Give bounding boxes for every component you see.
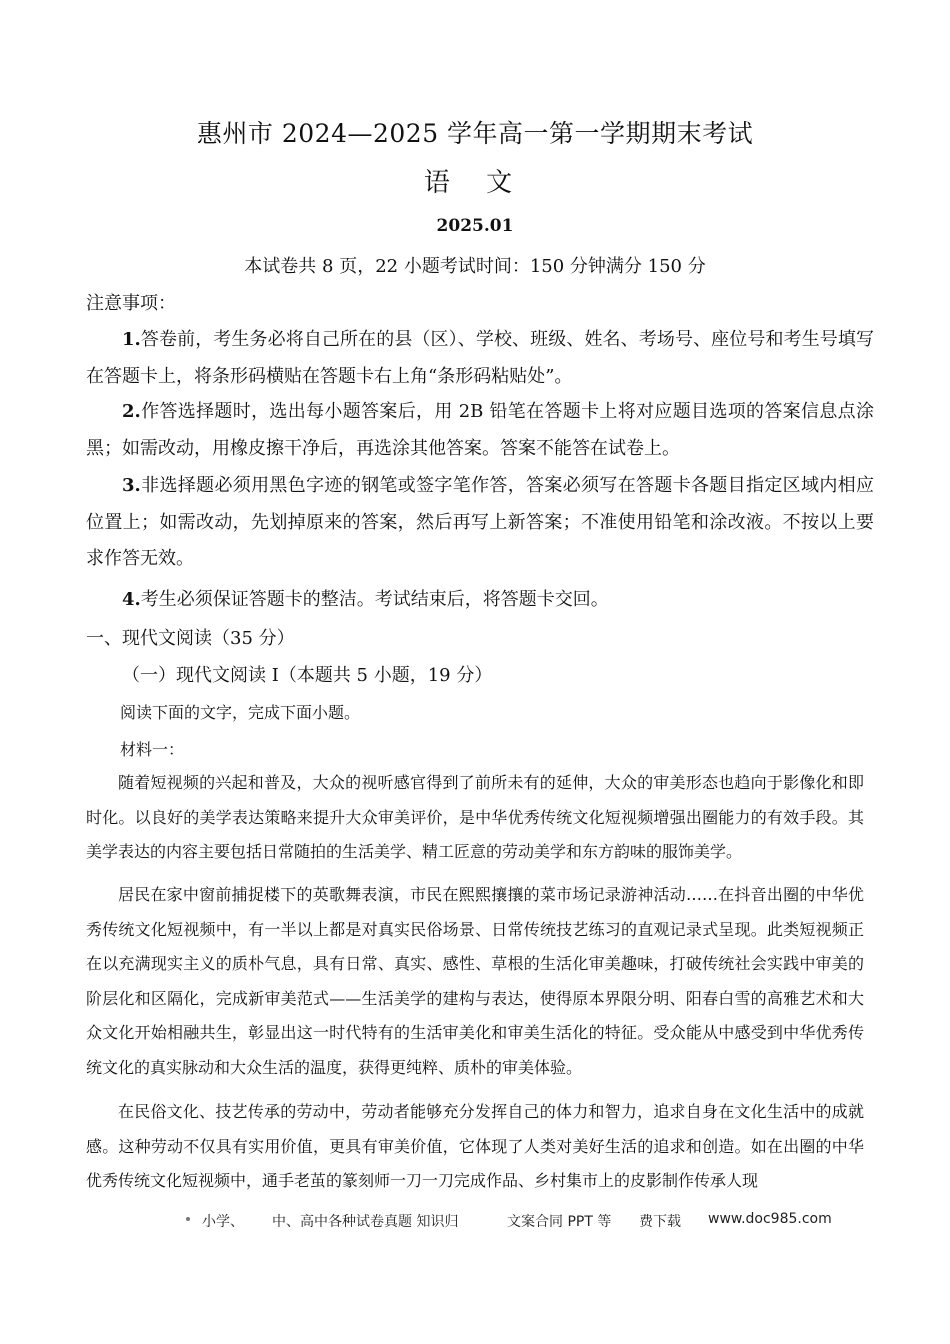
note-text: 非选择题必须用黑色字迹的钢笔或签字笔作答，答案必须写在答题卡各题目指定区域内相应位置上；如需改动，先划掉原来的答案，然后再写上新答案；不准使用铅笔和涂改液。不按以上要求作答无效。 xyxy=(86,475,874,569)
exam-info: 本试卷共 8 页，22 小题考试时间：150 分钟满分 150 分 xyxy=(244,256,706,277)
exam-title: 惠州市 2024—2025 学年高一第一学期期末考试 xyxy=(196,119,754,148)
note-item-4 xyxy=(86,582,874,619)
subject-title: 语 文 xyxy=(423,168,527,198)
footer-segment: 小学、 xyxy=(202,1214,244,1230)
exam-date: 2025.01 xyxy=(436,216,514,236)
material-label: 材料一： xyxy=(120,740,185,759)
note-item-3 xyxy=(86,468,874,578)
note-number: 1. xyxy=(122,329,141,350)
footer-url: www.doc985.com xyxy=(708,1211,832,1227)
note-number: 4. xyxy=(122,589,141,610)
note-text: 考生必须保证答题卡的整洁。考试结束后，将答题卡交回。 xyxy=(140,589,609,610)
section-title: 一、现代文阅读（35 分） xyxy=(86,628,295,649)
note-number: 3. xyxy=(122,475,141,496)
footer-segment: 中、高中各种试卷真题 知识归 xyxy=(272,1214,459,1230)
note-text: 答卷前，考生务必将自己所在的县（区）、学校、班级、姓名、考场号、座位号和考生号填写在答题卡上，将条形码横贴在答题卡右上角“条形码粘贴处”。 xyxy=(86,329,874,387)
footer-dot xyxy=(186,1217,190,1221)
material-paragraph-1: 随着短视频的兴起和普及，大众的视听感官得到了前所未有的延伸，大众的审美形态也趋向于影像化和即时化。以良好的美学表达策略来提升大众审美评价，是中华优秀传统文化短视频增强出圈能力的有效手段。其美学表达的内容主要包括日常随拍的生活美学、精工匠意的劳动美学和东方韵味的服饰美学。 xyxy=(86,773,864,861)
note-item-1 xyxy=(86,322,874,395)
material-paragraph-2: 居民在家中窗前捕捉楼下的英歌舞表演，市民在熙熙攘攘的菜市场记录游神活动……在抖音出圈的中华优秀传统文化短视频中，有一半以上都是对真实民俗场景、日常传统技艺练习的直观记录式呈现。此类短视频正在以充满现实主义的质朴气息，具有日常、真实、感性、草根的生活化审美趣味，打破传统社会实践中审美的阶层化和区隔化，完成新审美范式——生活美学的建构与表达，使得原本界限分明、阳春白雪的高雅艺术和大众文化开始相融共生，彰显出这一时代特有的生活审美化和审美生活化的特征。受众能从中感受到中华优秀传统文化的真实脉动和大众生活的温度，获得更纯粹、质朴的审美体验。 xyxy=(86,885,864,1077)
note-text: 作答选择题时，选出每小题答案后，用 2B 铅笔在答题卡上将对应题目选项的答案信息点涂黑；如需改动，用橡皮擦干净后，再选涂其他答案。答案不能答在试卷上。 xyxy=(86,401,874,459)
notes-heading: 注意事项： xyxy=(86,293,176,314)
subsection-title: （一）现代文阅读 Ⅰ（本题共 5 小题，19 分） xyxy=(122,665,493,686)
footer-segment: 文案合同 PPT 等 xyxy=(507,1214,612,1230)
note-number: 2. xyxy=(122,401,141,422)
note-item-2 xyxy=(86,394,874,467)
footer-segment: 费下载 xyxy=(639,1214,681,1230)
reading-instruction: 阅读下面的文字，完成下面小题。 xyxy=(120,703,361,722)
material-paragraph-3: 在民俗文化、技艺传承的劳动中，劳动者能够充分发挥自己的体力和智力，追求自身在文化生活中的成就感。这种劳动不仅具有实用价值，更具有审美价值，它体现了人类对美好生活的追求和创造。如在出圈的中华优秀传统文化短视频中，通手老茧的篆刻师一刀一刀完成作品、乡村集市上的皮影制作传承人现 xyxy=(86,1102,864,1190)
